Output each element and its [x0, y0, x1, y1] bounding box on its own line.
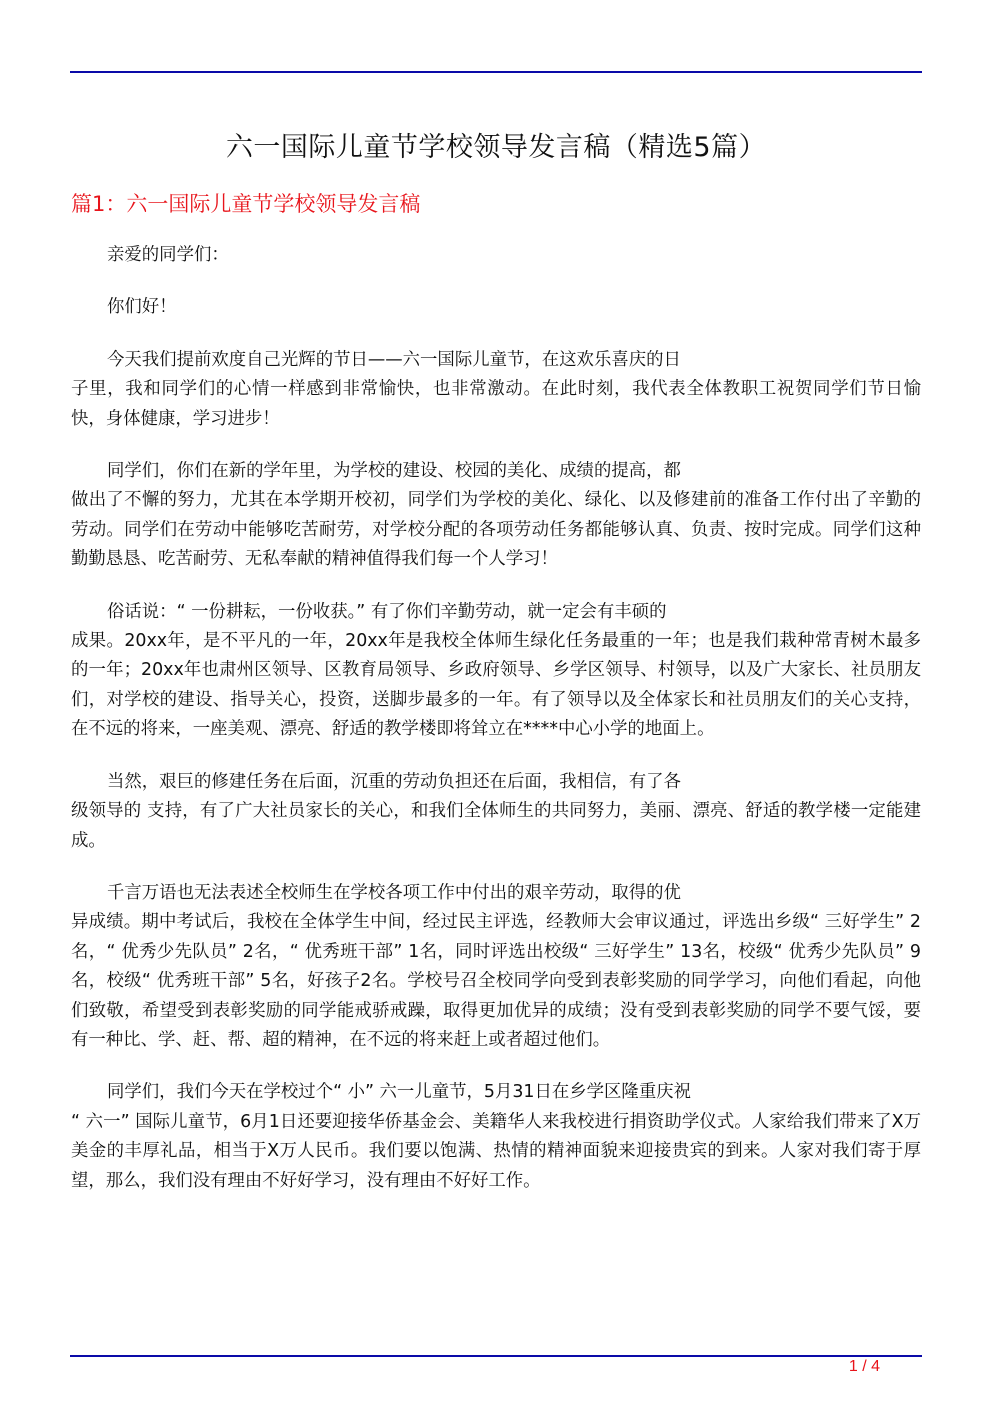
paragraph-first-line: 当然，艰巨的修建任务在后面，沉重的劳动负担还在后面，我相信，有了各 [107, 771, 681, 792]
paragraph [71, 879, 921, 1055]
paragraph-text: 子里，我和同学们的心情一样感到非常愉快，也非常激动。在此时刻，我代表全体教职工祝贺同学们节日愉快，身体健康，学习进步！ [71, 379, 921, 429]
paragraph [71, 598, 921, 745]
paragraph-text: 级领导的 支持，有了广大社员家长的关心，和我们全体师生的共同努力，美丽、漂亮、舒适的教学楼一定能建成。 [71, 801, 921, 851]
paragraph [71, 1078, 921, 1196]
section-heading: 篇1：六一国际儿童节学校领导发言稿 [71, 192, 421, 216]
paragraph-salutation [71, 241, 921, 270]
page-title: 六一国际儿童节学校领导发言稿（精选5篇） [225, 132, 767, 163]
paragraph-first-line: 今天我们提前欢度自己光辉的节日——六一国际儿童节，在这欢乐喜庆的日 [107, 349, 681, 370]
paragraph-first-line: 同学们，你们在新的学年里，为学校的建设、校园的美化、成绩的提高，都 [107, 461, 681, 482]
paragraph [71, 457, 921, 575]
paragraph-text: “ 六一” 国际儿童节，6月1日还要迎接华侨基金会、美籍华人来我校进行捐资助学仪式。人家给我们带来了X万美金的丰厚礼品，相当于X万人民币。我们要以饱满、热情的精神面貌来迎接贵宾的到来。人家对我们寄于厚望，那么，我们没有理由不好好学习，没有理由不好好工作。 [71, 1111, 921, 1191]
footer-rule [70, 1355, 922, 1357]
document-body [71, 241, 921, 1219]
paragraph-text: 成果。20xx年，是不平凡的一年，20xx年是我校全体师生绿化任务最重的一年；也是我们栽种常青树木最多的一年；20xx年也肃州区领导、区教育局领导、乡政府领导、乡学区领导、村领导，以及广大家长、社员朋友们，对学校的建设、指导关心，投资，送脚步最多的一年。有了领导以及全体家长和社员朋友们的关心支持，在不远的将来，一座美观、漂亮、舒适的教学楼即将耸立在****中心小学的地面上。 [71, 631, 921, 740]
paragraph-text: 异成绩。期中考试后，我校在全体学生中间，经过民主评选，经教师大会审议通过，评选出乡级“ 三好学生” 2名，“ 优秀少先队员” 2名，“ 优秀班干部” 1名，同时评选出校级“ 三好学生” 13名，校级“ 优秀少先队员” 9名，校级“ 优秀班干部” 5名，好孩子2名。学校号召全校同学向受到表彰奖励的同学学习，向他们看起，向他们致敬，希望受到表彰奖励的同学能戒骄戒躁，取得更加优异的成绩；没有受到表彰奖励的同学不要气馁，要有一种比、学、赶、帮、超的精神，在不远的将来赶上或者超过他们。 [71, 912, 921, 1050]
paragraph-text: 亲爱的同学们： [107, 245, 229, 265]
page-number: 1 / 4 [848, 1358, 880, 1375]
paragraph-text: 做出了不懈的努力，尤其在本学期开校初，同学们为学校的美化、绿化、以及修建前的准备工作付出了辛勤的劳动。同学们在劳动中能够吃苦耐劳，对学校分配的各项劳动任务都能够认真、负责、按时完成。同学们这种勤勤恳恳、吃苦耐劳、无私奉献的精神值得我们每一个人学习！ [71, 490, 921, 570]
paragraph-greeting [71, 293, 921, 322]
paragraph-first-line: 同学们，我们今天在学校过个“ 小” 六一儿童节，5月31日在乡学区隆重庆祝 [107, 1082, 691, 1103]
paragraph [71, 768, 921, 856]
paragraph [71, 346, 921, 434]
paragraph-first-line: 俗话说：“ 一份耕耘，一份收获。” 有了你们辛勤劳动，就一定会有丰硕的 [107, 601, 667, 622]
paragraph-first-line: 千言万语也无法表述全校师生在学校各项工作中付出的艰辛劳动，取得的优 [107, 882, 681, 903]
header-rule [70, 71, 922, 73]
paragraph-text: 你们好！ [107, 297, 177, 318]
